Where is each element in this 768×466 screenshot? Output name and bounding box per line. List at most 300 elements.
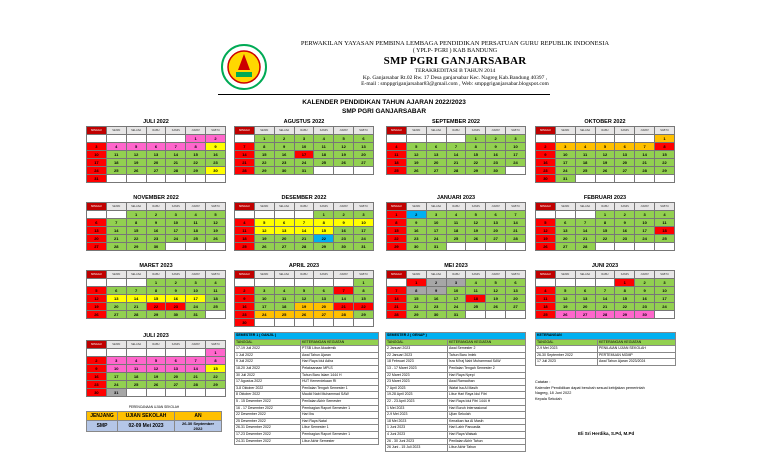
day-cell: 8: [615, 287, 635, 295]
weekday-label: SELASA: [274, 271, 294, 279]
day-cell: 1: [126, 211, 146, 219]
day-cell: 19: [294, 303, 314, 311]
day-cell: 3: [354, 211, 374, 219]
weekday-label: RABU: [595, 203, 615, 211]
weekday-label: KAMIS: [615, 127, 635, 135]
day-cell: 8: [387, 219, 407, 227]
weekday-label: MINGGU: [235, 127, 255, 135]
weekday-label: SENIN: [555, 203, 575, 211]
weekday-label: SELASA: [426, 271, 446, 279]
day-cell: 21: [166, 159, 186, 167]
day-cell: 9: [87, 365, 107, 373]
day-cell: 16: [486, 151, 506, 159]
col-activity: KETERANGAN KEGIATAN: [598, 339, 676, 346]
day-cell: 29: [354, 311, 374, 319]
event-cell: 17-23 Desember 2022: [235, 431, 301, 438]
day-cell: [206, 311, 226, 319]
event-row: [386, 412, 526, 419]
day-cell: 21: [294, 235, 314, 243]
day-cell: 28: [294, 243, 314, 251]
day-cell: 2: [635, 279, 655, 287]
weekday-label: SELASA: [575, 127, 595, 135]
event-row: [235, 438, 379, 445]
day-cell: [106, 135, 126, 143]
day-cell: 18: [536, 303, 556, 311]
day-cell: 30: [536, 175, 556, 183]
event-cell: 5 - 15 Desember 2022: [235, 398, 301, 405]
day-cell: 20: [354, 151, 374, 159]
event-row: [386, 431, 526, 438]
event-row: [386, 398, 526, 405]
day-cell: 19: [206, 227, 226, 235]
day-cell: 31: [87, 175, 107, 183]
day-cell: 19: [406, 159, 426, 167]
day-cell: 10: [87, 151, 107, 159]
month-calendar: [86, 118, 226, 183]
day-cell: [186, 349, 206, 357]
weekday-label: KAMIS: [314, 127, 334, 135]
weekday-label: SABTU: [206, 341, 226, 349]
day-cell: [635, 175, 655, 183]
day-cell: 11: [274, 295, 294, 303]
day-cell: [146, 175, 166, 183]
day-cell: 31: [555, 175, 575, 183]
event-cell: Wafat Isa Al Masih: [448, 385, 526, 392]
weekday-label: KAMIS: [314, 203, 334, 211]
weekday-label: KAMIS: [615, 271, 635, 279]
day-cell: 22: [387, 235, 407, 243]
month-calendar: [234, 194, 374, 251]
day-cell: 28: [506, 235, 526, 243]
day-cell: 13: [166, 365, 186, 373]
event-row: [235, 379, 379, 386]
day-cell: 3: [635, 211, 655, 219]
weekday-label: RABU: [146, 341, 166, 349]
weekday-label: SABTU: [506, 127, 526, 135]
day-cell: 5: [146, 357, 166, 365]
org-line: PERWAKILAN YAYASAN PEMBINA LEMBAGA PENDIDIKAN PERSATUAN GURU REPUBLIK INDONESIA: [300, 40, 610, 47]
day-cell: 10: [254, 295, 274, 303]
day-cell: 20: [615, 159, 635, 167]
day-cell: 4: [274, 287, 294, 295]
weekday-label: SENIN: [106, 271, 126, 279]
day-cell: [615, 175, 635, 183]
day-cell: 19: [595, 159, 615, 167]
day-cell: 20: [87, 235, 107, 243]
exam-head-level: JENJANG: [87, 412, 118, 421]
day-cell: [575, 175, 595, 183]
day-cell: 20: [486, 227, 506, 235]
day-cell: 22: [206, 373, 226, 381]
day-cell: [486, 243, 506, 251]
day-cell: 30: [87, 389, 107, 397]
weekday-label: RABU: [595, 271, 615, 279]
day-cell: 16: [334, 227, 354, 235]
day-cell: 25: [274, 311, 294, 319]
day-cell: 9: [206, 143, 226, 151]
day-cell: 27: [486, 235, 506, 243]
school-name: SMP PGRI GANJARSABAR: [383, 55, 527, 67]
day-cell: 17: [87, 159, 107, 167]
month-title: FEBRUARI 2023: [583, 195, 627, 201]
day-cell: 11: [126, 365, 146, 373]
day-cell: [595, 175, 615, 183]
day-cell: 28: [334, 311, 354, 319]
day-cell: 7: [446, 143, 466, 151]
event-cell: Pembagian Raport Semester 1: [301, 431, 379, 438]
day-cell: [206, 389, 226, 397]
event-row: [235, 425, 379, 432]
day-cell: 24: [354, 235, 374, 243]
day-cell: 6: [426, 143, 446, 151]
event-row: [386, 372, 526, 379]
month-title: MARET 2023: [139, 263, 173, 269]
day-cell: 21: [334, 303, 354, 311]
month-calendar: [86, 194, 226, 251]
day-cell: [294, 211, 314, 219]
day-cell: 14: [387, 295, 407, 303]
event-row: [386, 405, 526, 412]
month-title: MEI 2023: [444, 263, 468, 269]
day-cell: 24: [166, 235, 186, 243]
exam-level: SMP: [87, 421, 118, 432]
event-cell: Penilaian Tengah Semester 1: [301, 385, 379, 392]
weekday-label: SELASA: [126, 341, 146, 349]
weekday-label: SENIN: [555, 271, 575, 279]
day-cell: 19: [555, 303, 575, 311]
day-cell: 8: [595, 219, 615, 227]
event-row: [536, 359, 676, 366]
day-cell: 29: [466, 167, 486, 175]
day-cell: 17: [186, 295, 206, 303]
day-cell: [146, 389, 166, 397]
day-cell: 25: [186, 235, 206, 243]
day-cell: 11: [186, 219, 206, 227]
event-cell: Penilaian Akhir Tahun: [448, 438, 526, 445]
day-cell: 23: [334, 235, 354, 243]
event-cell: 9 Juli 2022: [235, 359, 301, 366]
day-cell: 19: [126, 159, 146, 167]
event-cell: Hari Raya Nyepi: [448, 372, 526, 379]
day-cell: 3: [87, 143, 107, 151]
weekday-label: SABTU: [354, 203, 374, 211]
weekday-label: SENIN: [406, 127, 426, 135]
day-cell: 21: [446, 159, 466, 167]
day-cell: 4: [314, 135, 334, 143]
day-cell: 14: [595, 295, 615, 303]
day-cell: 6: [354, 135, 374, 143]
day-cell: 20: [575, 303, 595, 311]
day-cell: [314, 319, 334, 327]
day-cell: [536, 135, 556, 143]
day-cell: 3: [254, 287, 274, 295]
day-cell: 26: [254, 243, 274, 251]
day-cell: 21: [106, 235, 126, 243]
day-cell: 30: [334, 243, 354, 251]
day-cell: [106, 211, 126, 219]
day-cell: 16: [426, 295, 446, 303]
event-cell: Awal Semester 2: [448, 346, 526, 353]
day-cell: 15: [406, 295, 426, 303]
day-cell: 28: [126, 311, 146, 319]
weekday-label: JUMAT: [334, 127, 354, 135]
day-cell: 15: [655, 151, 675, 159]
event-cell: Penilaian Akhir Semester: [301, 398, 379, 405]
day-cell: 15: [354, 295, 374, 303]
day-cell: 26: [87, 311, 107, 319]
day-cell: 29: [655, 167, 675, 175]
event-cell: Pelaksanaan MPLS: [301, 365, 379, 372]
day-cell: 5: [294, 287, 314, 295]
event-row: [386, 438, 526, 445]
event-cell: 1 Juni 2023: [386, 425, 448, 432]
day-cell: 13: [555, 227, 575, 235]
day-cell: 1: [314, 211, 334, 219]
event-row: [386, 379, 526, 386]
day-cell: 3: [294, 135, 314, 143]
day-cell: 4: [235, 219, 255, 227]
month-calendar: [234, 118, 374, 175]
weekday-label: JUMAT: [486, 271, 506, 279]
weekday-label: MINGGU: [536, 127, 556, 135]
event-cell: 4 Juni 2023: [386, 431, 448, 438]
weekday-label: MINGGU: [87, 341, 107, 349]
day-cell: 8: [206, 357, 226, 365]
day-cell: 14: [575, 227, 595, 235]
day-cell: 26: [595, 167, 615, 175]
day-cell: 16: [615, 227, 635, 235]
day-cell: 20: [426, 159, 446, 167]
day-cell: 26: [206, 235, 226, 243]
day-cell: 5: [126, 143, 146, 151]
event-cell: Hari Raya Idul Fitri 1444 H: [448, 398, 526, 405]
day-cell: 18: [655, 227, 675, 235]
event-row: [536, 346, 676, 353]
day-cell: [186, 243, 206, 251]
weekday-label: JUMAT: [186, 271, 206, 279]
day-cell: [635, 135, 655, 143]
day-cell: [126, 349, 146, 357]
event-cell: 26-30 September 2022: [536, 352, 598, 359]
weekday-label: RABU: [446, 271, 466, 279]
day-cell: [314, 279, 334, 287]
day-cell: [254, 211, 274, 219]
day-cell: 27: [426, 167, 446, 175]
day-cell: 17: [506, 151, 526, 159]
event-cell: 7 April 2023: [386, 385, 448, 392]
month-calendar: [234, 262, 374, 327]
day-cell: 30: [274, 167, 294, 175]
day-cell: 22: [655, 159, 675, 167]
event-cell: PTSB Libur Akademik: [301, 346, 379, 353]
day-cell: 31: [106, 389, 126, 397]
day-cell: 22: [354, 303, 374, 311]
day-cell: 28: [635, 167, 655, 175]
day-cell: 12: [254, 227, 274, 235]
day-cell: 13: [106, 295, 126, 303]
weekday-label: KAMIS: [166, 341, 186, 349]
event-cell: 2-9 Mei 2023: [536, 346, 598, 353]
contact: E-mail : smppgriganjarsabar83@gmail.com , Web: smppgriganjarsabar.blogspot.com: [361, 81, 549, 87]
day-cell: 2: [536, 143, 556, 151]
day-cell: 21: [595, 303, 615, 311]
day-cell: [555, 279, 575, 287]
day-cell: [506, 311, 526, 319]
day-cell: 4: [206, 279, 226, 287]
day-cell: [186, 389, 206, 397]
day-cell: [235, 279, 255, 287]
day-cell: 22: [595, 235, 615, 243]
col-date: TANGGAL: [235, 339, 301, 346]
event-row: [386, 385, 526, 392]
day-cell: 5: [206, 211, 226, 219]
semester1-table: [234, 332, 379, 445]
day-cell: 6: [486, 211, 506, 219]
day-cell: 20: [106, 303, 126, 311]
day-cell: 6: [274, 219, 294, 227]
day-cell: 5: [87, 287, 107, 295]
month-title: AGUSTUS 2022: [283, 119, 325, 125]
day-cell: 12: [206, 219, 226, 227]
event-cell: Tahun Baru Imlek: [448, 352, 526, 359]
day-cell: 26: [126, 167, 146, 175]
day-cell: 5: [406, 143, 426, 151]
day-cell: 24: [655, 303, 675, 311]
col-date: TANGGAL: [386, 339, 448, 346]
day-cell: [294, 319, 314, 327]
day-cell: 13: [615, 151, 635, 159]
event-cell: HUT Kemerdekaan RI: [301, 379, 379, 386]
event-cell: Ujian Sekolah: [448, 412, 526, 419]
day-cell: 6: [555, 219, 575, 227]
day-cell: 11: [387, 151, 407, 159]
day-cell: 11: [206, 287, 226, 295]
notes: [535, 380, 685, 402]
day-cell: 15: [146, 295, 166, 303]
weekday-label: JUMAT: [486, 203, 506, 211]
weekday-label: SELASA: [575, 271, 595, 279]
day-cell: 25: [126, 381, 146, 389]
day-cell: 7: [235, 143, 255, 151]
event-row: [235, 346, 379, 353]
day-cell: 8: [254, 143, 274, 151]
day-cell: 7: [575, 219, 595, 227]
day-cell: 29: [126, 243, 146, 251]
event-cell: 17 Agustus 2022: [235, 379, 301, 386]
day-cell: 4: [387, 143, 407, 151]
weekday-label: KAMIS: [166, 203, 186, 211]
day-cell: 12: [146, 365, 166, 373]
day-cell: 6: [506, 279, 526, 287]
event-cell: Libur Akhir Semester: [301, 438, 379, 445]
event-row: [235, 352, 379, 359]
event-cell: Pembagian Raport Semester 1: [301, 405, 379, 412]
day-cell: [126, 279, 146, 287]
day-cell: 6: [314, 287, 334, 295]
day-cell: 11: [446, 219, 466, 227]
event-cell: 1 Juli 2022: [235, 352, 301, 359]
day-cell: [106, 279, 126, 287]
day-cell: [406, 135, 426, 143]
day-cell: 2: [206, 135, 226, 143]
day-cell: 19: [466, 227, 486, 235]
day-cell: 27: [506, 303, 526, 311]
day-cell: 14: [186, 365, 206, 373]
day-cell: 18: [575, 159, 595, 167]
day-cell: 27: [166, 381, 186, 389]
day-cell: [387, 135, 407, 143]
day-cell: 4: [446, 211, 466, 219]
day-cell: 30: [206, 167, 226, 175]
event-cell: Hari Raya Idul Adha: [301, 359, 379, 366]
day-cell: 3: [446, 279, 466, 287]
day-cell: 8: [466, 143, 486, 151]
day-cell: 5: [254, 219, 274, 227]
day-cell: 11: [575, 151, 595, 159]
day-cell: 5: [466, 211, 486, 219]
accreditation: TERAKREDITASI B TAHUN 2014: [414, 68, 496, 74]
day-cell: 13: [146, 151, 166, 159]
day-cell: 31: [426, 243, 446, 251]
day-cell: 6: [166, 357, 186, 365]
weekday-label: SABTU: [206, 127, 226, 135]
day-cell: 27: [575, 311, 595, 319]
day-cell: 6: [575, 287, 595, 295]
day-cell: [106, 349, 126, 357]
weekday-label: RABU: [146, 271, 166, 279]
day-cell: 17: [655, 295, 675, 303]
weekday-label: MINGGU: [87, 271, 107, 279]
weekday-label: SENIN: [106, 203, 126, 211]
day-cell: 12: [536, 227, 556, 235]
day-cell: 14: [235, 151, 255, 159]
day-cell: 1: [387, 211, 407, 219]
day-cell: 28: [595, 311, 615, 319]
day-cell: 30: [486, 167, 506, 175]
day-cell: 27: [314, 311, 334, 319]
day-cell: 8: [314, 219, 334, 227]
weekday-label: KAMIS: [314, 271, 334, 279]
event-row: [386, 392, 526, 399]
weekday-label: MINGGU: [235, 203, 255, 211]
day-cell: 16: [235, 303, 255, 311]
day-cell: 3: [655, 279, 675, 287]
day-cell: [555, 135, 575, 143]
day-cell: 1: [615, 279, 635, 287]
day-cell: [87, 349, 107, 357]
org-subline: ( YPLP- PGRI ) KAB BANDUNG: [412, 48, 498, 54]
day-cell: 13: [314, 295, 334, 303]
day-cell: 30: [166, 311, 186, 319]
day-cell: 25: [446, 235, 466, 243]
day-cell: 9: [334, 219, 354, 227]
event-cell: 19-28 April 2023: [386, 392, 448, 399]
day-cell: 1: [655, 135, 675, 143]
day-cell: 25: [314, 159, 334, 167]
day-cell: 24: [254, 311, 274, 319]
day-cell: [235, 211, 255, 219]
day-cell: 12: [87, 295, 107, 303]
day-cell: 7: [294, 219, 314, 227]
event-cell: 2 Januari 2023: [386, 346, 448, 353]
weekday-label: JUMAT: [186, 127, 206, 135]
event-cell: 23 Maret 2023: [386, 379, 448, 386]
day-cell: 24: [446, 303, 466, 311]
weekday-label: SABTU: [655, 271, 675, 279]
day-cell: 3: [426, 211, 446, 219]
day-cell: [254, 319, 274, 327]
day-cell: 23: [635, 303, 655, 311]
